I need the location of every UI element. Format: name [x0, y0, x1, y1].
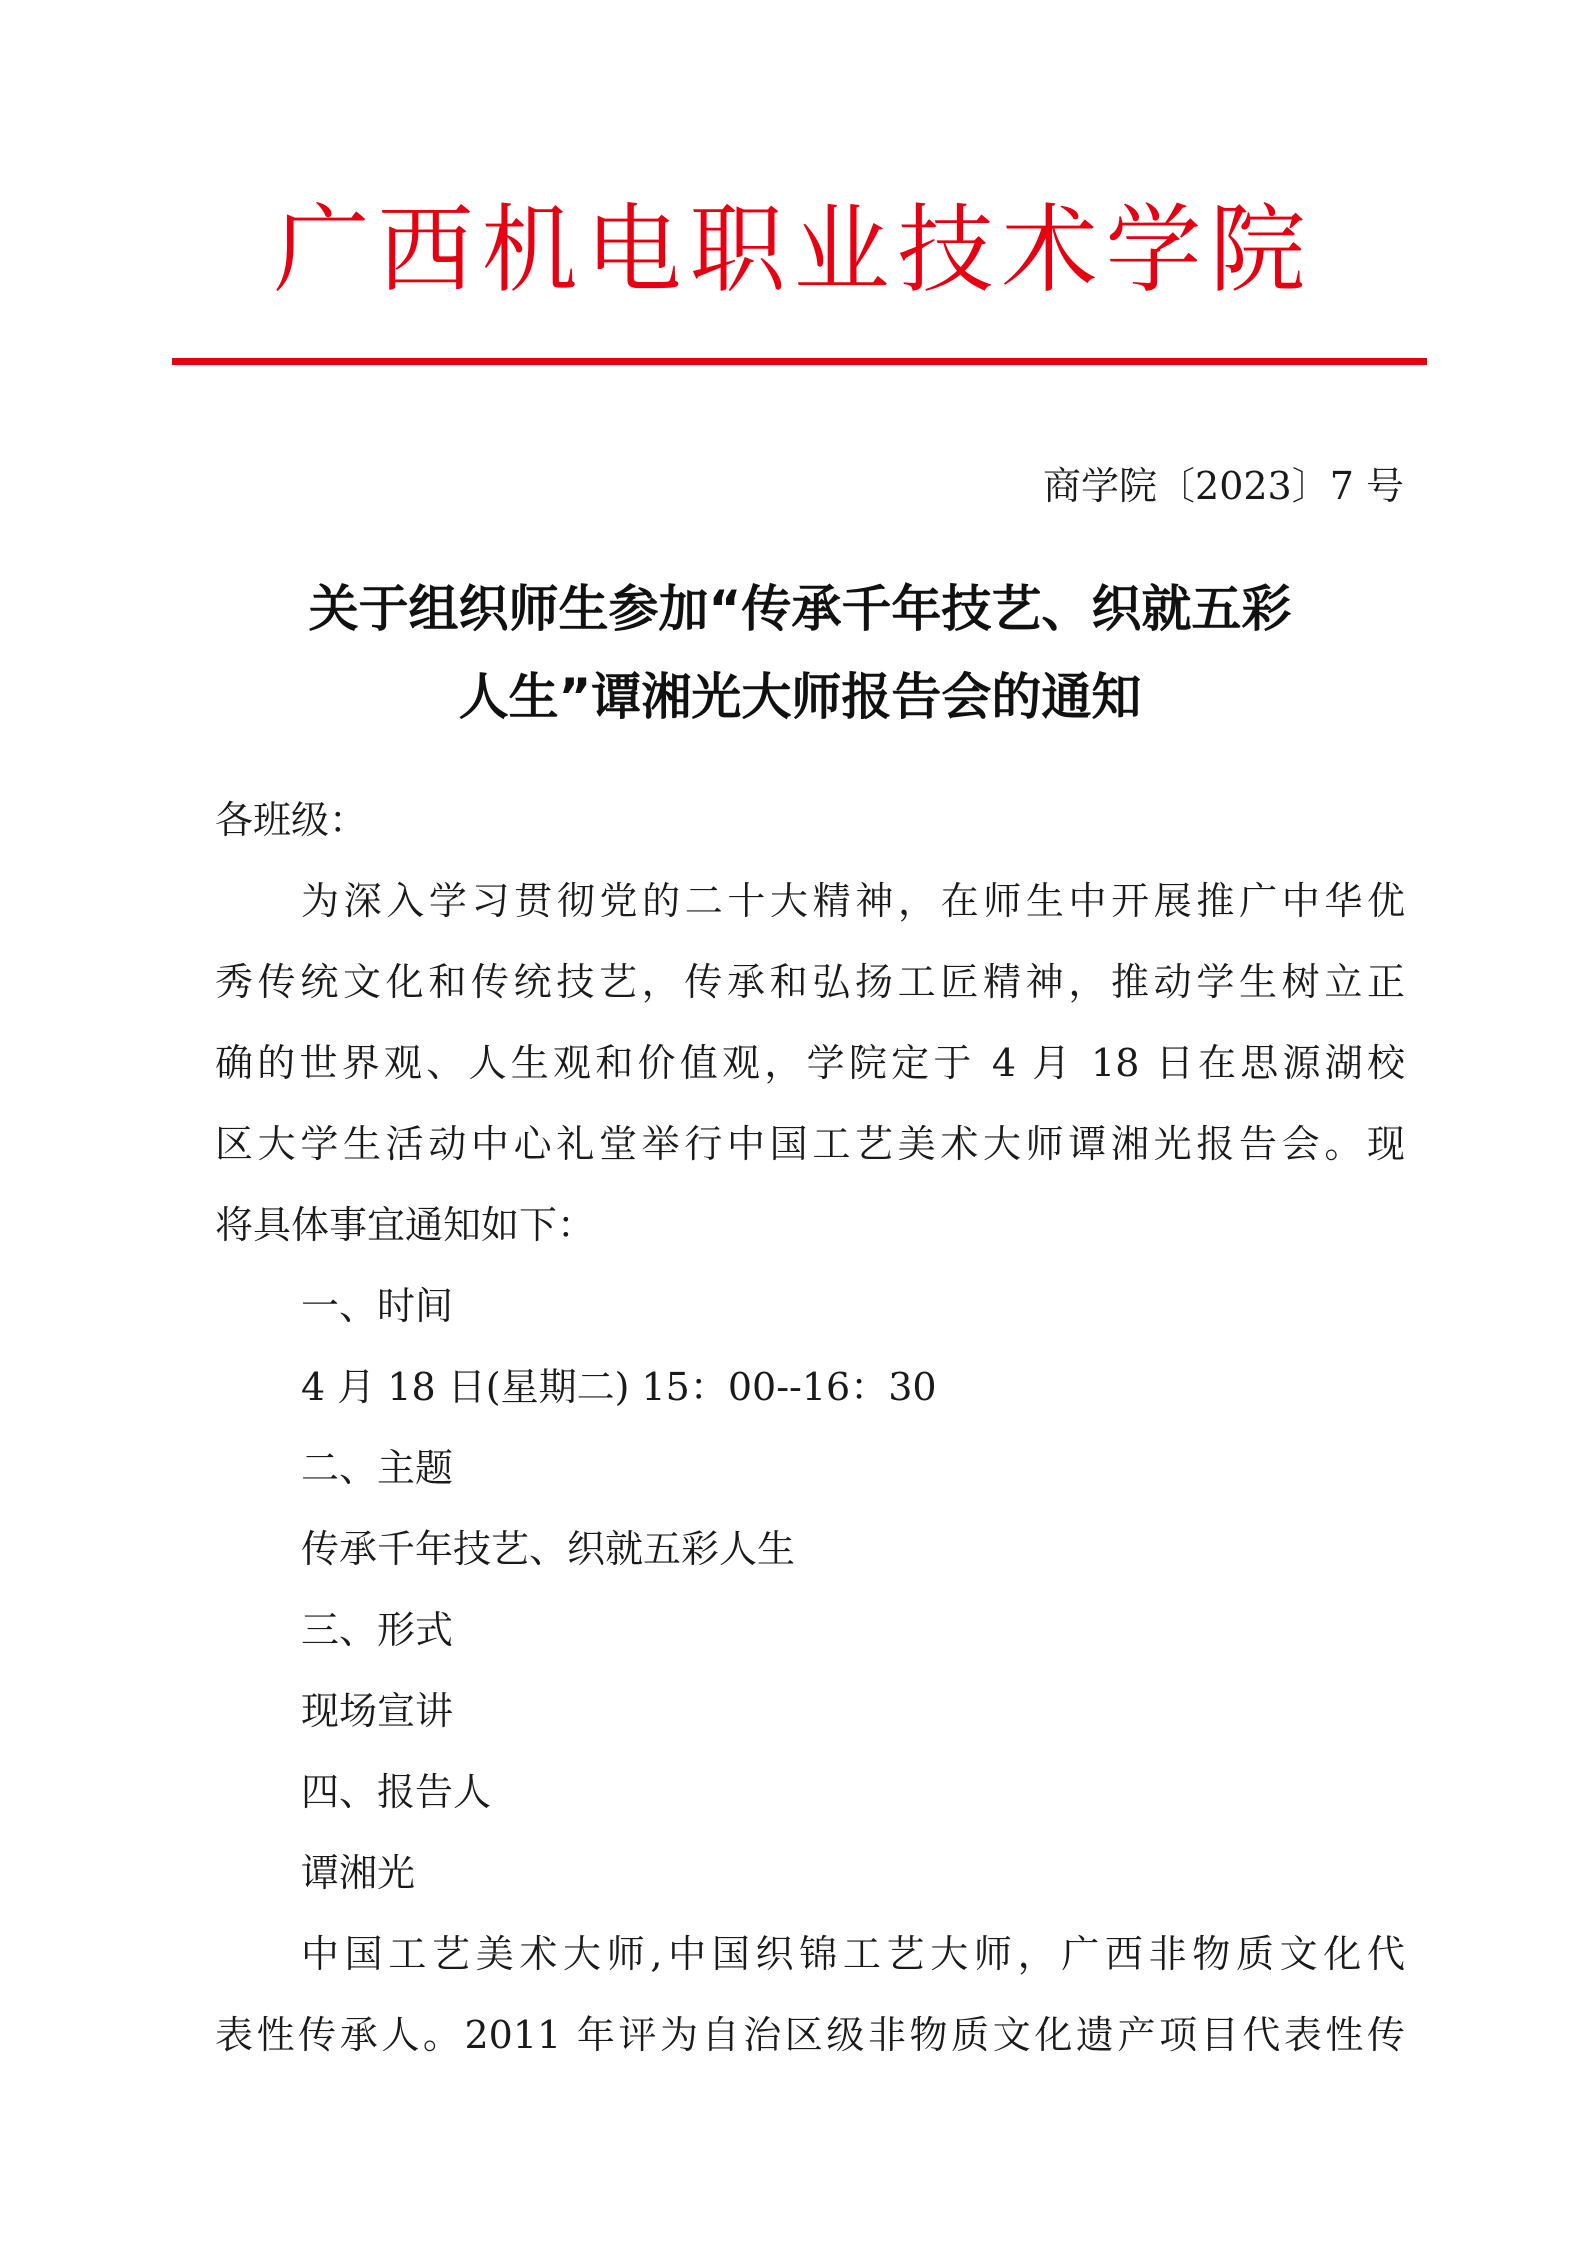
intro-line: 区大学生活动中心礼堂举行中国工艺美术大师谭湘光报告会。现: [215, 1122, 1405, 1166]
document-body: [215, 780, 1405, 2076]
section-format-content: 现场宣讲: [301, 1689, 454, 1733]
intro-line: 秀传统文化和传统技艺，传承和弘扬工匠精神，推动学生树立正: [215, 960, 1405, 1004]
document-title-line-1: 关于组织师生参加“传承千年技艺、织就五彩: [308, 580, 1292, 638]
document-number: 商学院〔2023〕7 号: [1043, 464, 1404, 508]
intro-line: 确的世界观、人生观和价值观，学院定于 4 月 18 日在思源湖校: [215, 1041, 1405, 1085]
document-title-line-2: 人生”谭湘光大师报告会的通知: [458, 668, 1142, 726]
section-theme-heading: 二、主题: [301, 1446, 454, 1490]
speaker-bio-line: 表性传承人。2011 年评为自治区级非物质文化遗产项目代表性传: [215, 2013, 1405, 2057]
intro-line: 为深入学习贯彻党的二十大精神，在师生中开展推广中华优: [301, 879, 1405, 923]
intro-line: 将具体事宜通知如下：: [215, 1203, 596, 1247]
section-time-content: 4 月 18 日(星期二) 15：00--16：30: [301, 1365, 937, 1409]
section-format-heading: 三、形式: [301, 1608, 454, 1652]
section-time-heading: 一、时间: [301, 1284, 454, 1328]
institution-title: 广西机电职业技术学院: [273, 194, 1314, 306]
header-red-rule: [172, 358, 1427, 365]
section-theme-content: 传承千年技艺、织就五彩人生: [301, 1527, 796, 1571]
document-title: [200, 565, 1400, 741]
salutation: 各班级：: [215, 798, 368, 842]
section-speaker-heading: 四、报告人: [301, 1770, 492, 1814]
section-speaker-name: 谭湘光: [301, 1851, 416, 1895]
speaker-bio-line: 中国工艺美术大师,中国织锦工艺大师，广西非物质文化代: [301, 1932, 1405, 1976]
